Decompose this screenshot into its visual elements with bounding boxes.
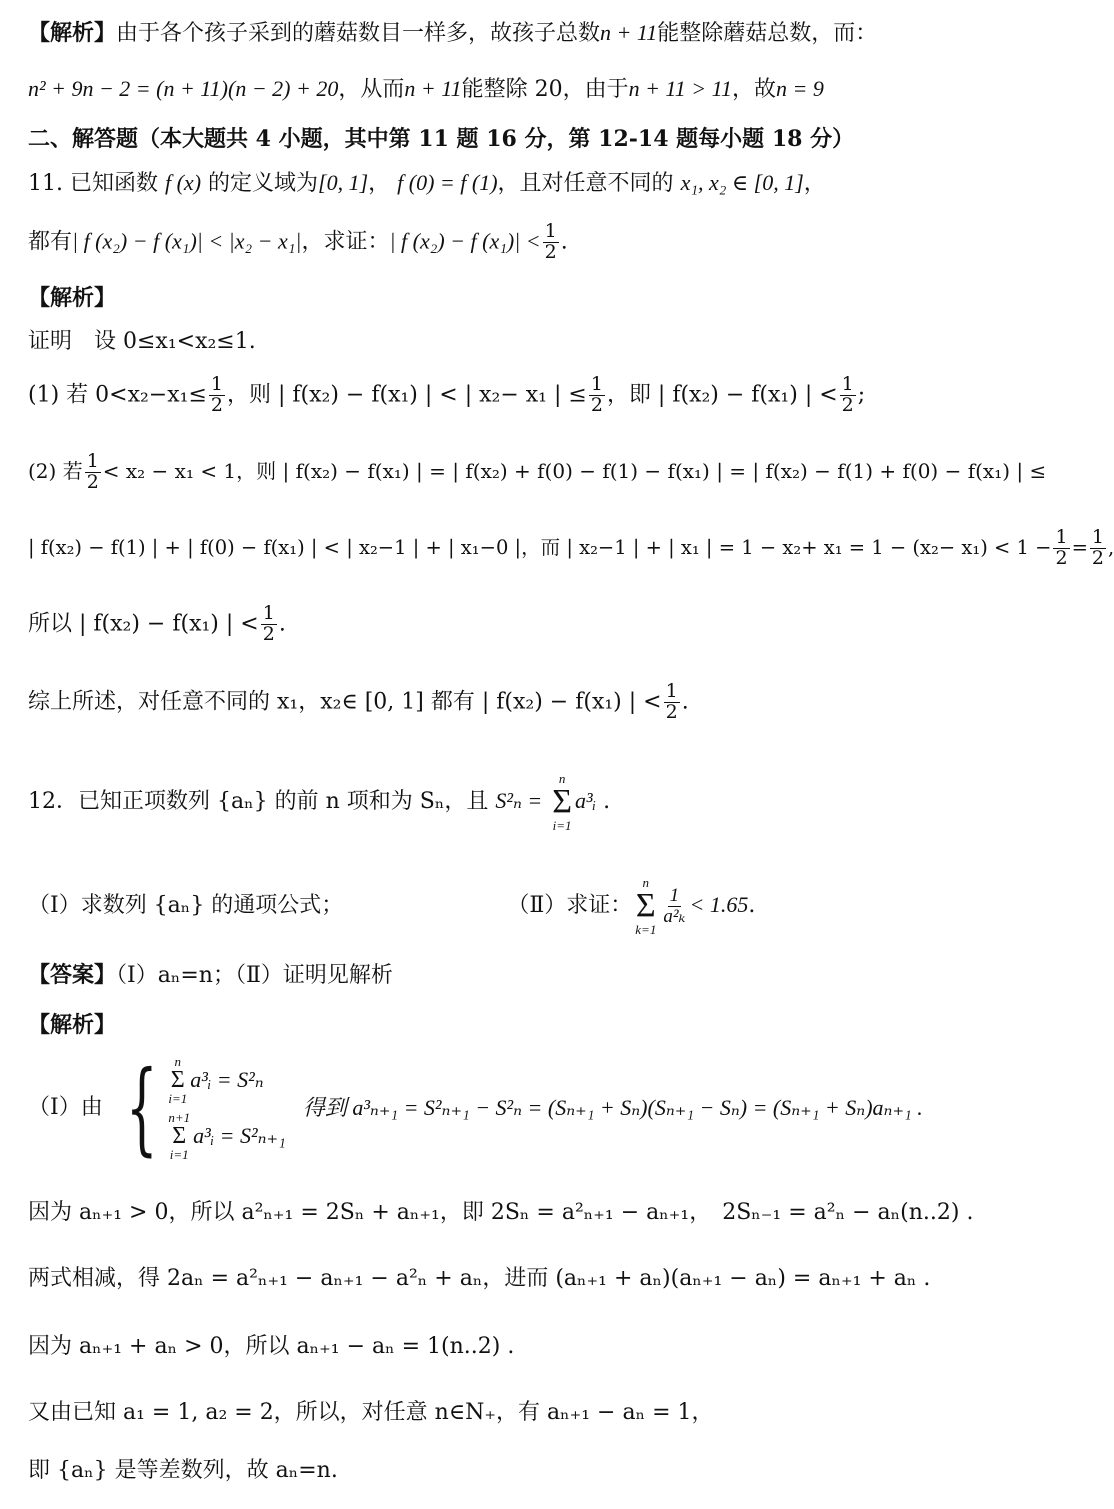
q12-system-line: （Ⅰ）由 { n Σ i=1 a³ᵢ = S²ₙ n+1 Σ i=1 a³ᵢ = S²ₙ₊₁ 得到 a³ₙ₊₁ = S²ₙ₊₁ − S²ₙ = (Sₙ₊₁ + Sₙ)(Sₙ₊₁ − Sₙ) = (Sₙ₊₁ + Sₙ)aₙ₊₁ .: [28, 1049, 923, 1166]
fraction-half: $\frac{1}{2}$: [665, 680, 678, 723]
expr-n11: n + 11: [600, 20, 658, 45]
q11-vars: x₁, x₂ ∈ [0, 1]: [680, 170, 804, 195]
solution-heading: 【解析】: [28, 20, 117, 46]
polynomial-identity: n² + 9n − 2 = (n + 11)(n − 2) + 20: [28, 76, 339, 101]
fraction-half: $\frac{1}{2}$: [544, 220, 557, 263]
q11-domain: [0, 1]: [318, 170, 369, 195]
q11-stem-line2: 都有| f (x₂) − f (x₁)| < |x₂ − x₁|，求证：| f (x₂) − f (x₁)| < $\frac{1}{2}$ .: [28, 220, 568, 263]
fraction-half: $\frac{1}{2}$: [590, 373, 603, 416]
q11-stem-c: ，: [368, 171, 391, 196]
fraction-half: $\frac{1}{2}$: [86, 450, 99, 493]
q11-stem-a: 11. 已知函数: [28, 171, 158, 196]
prev-solution-line: [28, 20, 877, 47]
q11-lipschitz-ineq: | f (x₂) − f (x₁)| < |x₂ − x₁|: [72, 228, 302, 254]
q12-system-result: 得到 a³ₙ₊₁ = S²ₙ₊₁ − S²ₙ = (Sₙ₊₁ + Sₙ)(Sₙ₊₁ − Sₙ) = (Sₙ₊₁ + Sₙ)aₙ₊₁ .: [302, 1094, 923, 1120]
fraction-half: $\frac{1}{2}$: [841, 373, 854, 416]
eq-text3: ，故: [732, 77, 777, 102]
q12-line2: 两式相减，得 2aₙ = a²ₙ₊₁ − aₙ₊₁ − a²ₙ + aₙ，进而 (aₙ₊₁ + aₙ)(aₙ₊₁ − aₙ) = aₙ₊₁ + aₙ .: [28, 1266, 931, 1291]
q11-stem-b: 的定义域为: [208, 171, 319, 196]
q11-condition: f (0) = f (1): [397, 170, 498, 195]
q12-line1: 因为 aₙ₊₁ > 0，所以 a²ₙ₊₁ = 2Sₙ + aₙ₊₁，即 2Sₙ = a²ₙ₊₁ − aₙ₊₁， 2Sₙ₋₁ = a²ₙ − aₙ(n..2) .: [28, 1200, 974, 1225]
q11-case1: (1) 若 0<x₂−x₁≤ $\frac{1}{2}$ ，则 | f(x₂) − f(x₁) | < | x₂− x₁ | ≤ $\frac{1}{2}$ ，即 | f(x₂) − f(x₁) | < $\frac{1}{2}$ ;: [28, 373, 866, 416]
equation-system: { n Σ i=1 a³ᵢ = S²ₙ n+1 Σ i=1 a³ᵢ = S²ₙ₊₁: [125, 1049, 286, 1166]
fraction-half: $\frac{1}{2}$: [1055, 526, 1068, 569]
q12-answer: 【答案】（Ⅰ）aₙ=n；（Ⅱ）证明见解析: [28, 962, 393, 988]
q11-conclusion: 综上所述，对任意不同的 x₁，x₂∈ [0, 1] 都有 | f(x₂) − f(x₁) | < $\frac{1}{2}$ .: [28, 680, 689, 723]
eq-result: n = 9: [776, 76, 824, 101]
fraction-reciprocal: $\frac{1}{\text{a²ₖ}}$: [663, 884, 686, 927]
prev-solution-text2: 能整除蘑菇总数，而：: [657, 21, 878, 46]
q11-goal-ineq: | f (x₂) − f (x₁)| <: [389, 228, 541, 254]
q12-line4: 又由已知 a₁ = 1, a₂ = 2，所以，对任意 n∈N₊，有 aₙ₊₁ − aₙ = 1，: [28, 1400, 714, 1425]
q11-stem-e: ，: [803, 171, 826, 196]
eq-text2: 能整除 20，由于: [461, 77, 629, 102]
q11-case2-line2: | f(x₂) − f(1) | + | f(0) − f(x₁) | < | x₂−1 | + | x₁−0 |，而 | x₂−1 | + | x₁ | = 1 − x₂+ x₁ = 1 − (x₂− x₁) < 1 − $\frac{1}{2}$ = $\frac{1}{2}$ ,: [28, 526, 1114, 569]
q11-stem-line1: [28, 170, 826, 197]
q12-solution-heading: 【解析】: [28, 1012, 117, 1038]
prev-equation-line: [28, 76, 824, 103]
q11-line2-a: 都有: [28, 229, 73, 255]
eq-text: ，从而: [338, 77, 405, 102]
summation: n Σ k=1: [635, 875, 657, 937]
q12-parts: [28, 876, 755, 936]
q11-so-line: 所以 | f(x₂) − f(x₁) | < $\frac{1}{2}$ .: [28, 602, 286, 645]
section-heading: 二、解答题（本大题共 4 小题，其中第 11 题 16 分，第 12-14 题每小题 18 分）: [28, 126, 855, 152]
fraction-half: $\frac{1}{2}$: [1091, 526, 1105, 569]
q12-stem: 12．已知正项数列 {aₙ} 的前 n 项和为 Sₙ，且 S²ₙ = n Σ i=1 a³ᵢ .: [28, 771, 611, 833]
q11-stem-d: ，且对任意不同的: [497, 171, 674, 196]
q11-case2-line1: (2) 若 $\frac{1}{2}$ < x₂ − x₁ < 1，则 | f(x₂) − f(x₁) | = | f(x₂) + f(0) − f(1) − f(x₁) | = | f(x₂) − f(1) + f(0) − f(x₁) | ≤: [28, 450, 1047, 493]
q11-proof-intro: 证明 设 0≤x₁<x₂≤1.: [28, 329, 256, 354]
q12-term: a³ᵢ: [575, 788, 597, 813]
eq-condition: n + 11 > 11: [628, 76, 733, 101]
fraction-half: $\frac{1}{2}$: [210, 373, 223, 416]
fraction-half: $\frac{1}{2}$: [262, 602, 275, 645]
q12-part2: （Ⅱ）求证： n Σ k=1 $\frac{1}{\text{a²ₖ}}$ < 1.65.: [507, 875, 756, 937]
q11-line2-b: ，求证：: [301, 229, 390, 255]
q12-part1: （Ⅰ）求数列 {aₙ} 的通项公式；: [28, 893, 344, 918]
expr-n11-2: n + 11: [404, 76, 462, 101]
q12-line3: 因为 aₙ₊₁ + aₙ > 0，所以 aₙ₊₁ − aₙ = 1(n..2) .: [28, 1334, 515, 1359]
summation: n Σ i=1: [552, 771, 573, 833]
q12-line5: 即 {aₙ} 是等差数列，故 aₙ=n.: [28, 1458, 338, 1483]
q11-solution-heading: 【解析】: [28, 285, 117, 311]
answer-heading: 【答案】: [28, 962, 117, 988]
q12-lhs: S²ₙ =: [495, 788, 543, 813]
q11-fx: f (x): [164, 170, 202, 195]
prev-solution-text: 由于各个孩子采到的蘑菇数目一样多，故孩子总数: [116, 21, 601, 46]
